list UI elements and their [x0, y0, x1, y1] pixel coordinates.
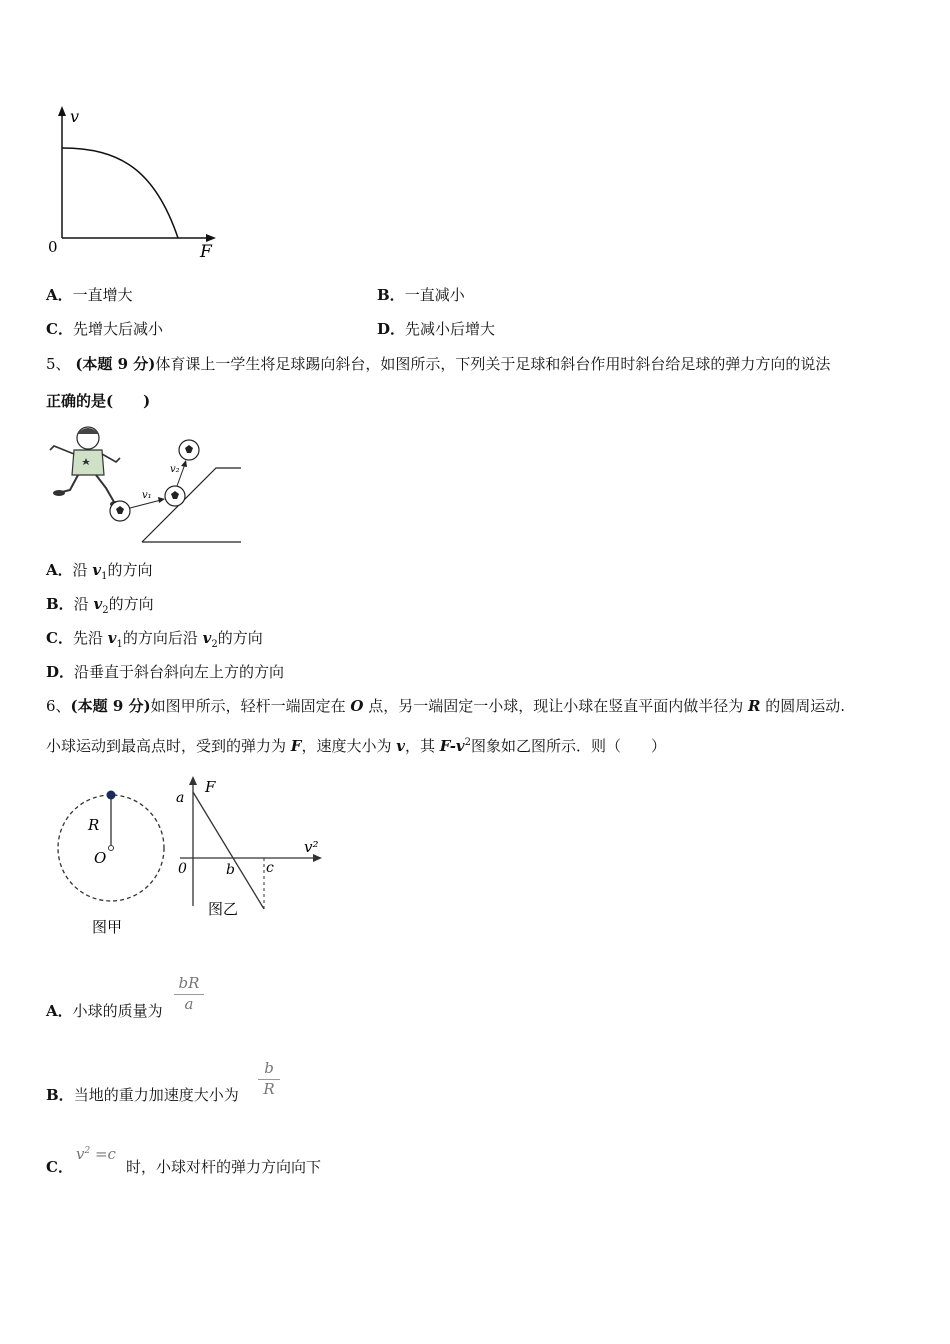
- q5-option-b[interactable]: B．沿 $v_2$的方向: [46, 595, 154, 616]
- q6-stem-line1: 6、(本题 9 分)如图甲所示，轻杆一端固定在 O 点，另一端固定一小球，现让小球在竖直平面内做半径为 R 的圆周运动.: [46, 697, 846, 715]
- intercept-a-label: a: [176, 790, 185, 806]
- q4-option-c[interactable]: C．先增大后减小: [46, 320, 163, 338]
- q4-option-a[interactable]: A．一直增大: [46, 286, 133, 304]
- f-axis-label: F: [200, 242, 212, 262]
- soccer-figure: [44, 420, 248, 546]
- radius-label: R: [88, 816, 100, 834]
- origin-label-yi: 0: [178, 861, 187, 877]
- center-label: O: [94, 849, 107, 867]
- student-figure: [50, 427, 122, 507]
- ball-top-icon: [107, 791, 116, 800]
- q4-option-d[interactable]: D．先减小后增大: [377, 320, 496, 338]
- v-axis-label: v: [70, 107, 80, 126]
- q6-option-c-text: 时，小球对杆的弹力方向向下: [126, 1158, 322, 1176]
- q5-option-d[interactable]: D．沿垂直于斜台斜向左上方的方向: [46, 663, 285, 681]
- q5-stem-line2: 正确的是( ): [46, 392, 151, 410]
- v2-label: v₂: [170, 464, 180, 475]
- ball-2-icon: [165, 486, 185, 506]
- fraction-b-over-R: $\frac{b}{R}$: [258, 1059, 280, 1098]
- ball-1-icon: [110, 501, 130, 521]
- q6-stem-line2: 小球运动到最高点时，受到的弹力为 F，速度大小为 v，其 $F-v^2$图象如乙图所示．则（ ）: [46, 737, 667, 755]
- figure-jia: [52, 785, 172, 940]
- v1-label: v₁: [142, 490, 152, 501]
- ball-3-icon: [179, 440, 199, 460]
- q6-option-b[interactable]: B．当地的重力加速度大小为: [46, 1086, 239, 1104]
- q5-option-a[interactable]: A．沿 $v_1$的方向: [46, 561, 153, 582]
- intercept-b-label: b: [226, 862, 235, 878]
- formula-v2-eq-c: $v^2 =c$: [76, 1145, 116, 1163]
- q6-option-a[interactable]: A．小球的质量为: [46, 1002, 163, 1020]
- v-f-graph: [40, 100, 230, 265]
- q4-option-b[interactable]: B．一直减小: [377, 286, 465, 304]
- q5-option-c[interactable]: C．先沿 $v_1$的方向后沿 $v_2$的方向: [46, 629, 263, 650]
- figure-yi: [170, 772, 330, 922]
- f-axis-label-yi: F: [205, 778, 216, 796]
- q6-option-c[interactable]: C．: [46, 1158, 73, 1176]
- point-c-label: c: [266, 860, 274, 876]
- figure-jia-caption: 图甲: [92, 918, 123, 936]
- figure-yi-caption: 图乙: [208, 900, 239, 918]
- fraction-bR-over-a: $\frac{bR}{a}$: [174, 974, 204, 1013]
- v2-axis-label: v²: [304, 838, 319, 856]
- origin-label: 0: [48, 238, 58, 256]
- q5-stem-line1: 5、 (本题 9 分)体育课上一学生将足球踢向斜台，如图所示，下列关于足球和斜台作用时斜台给足球的弹力方向的说法: [46, 355, 831, 373]
